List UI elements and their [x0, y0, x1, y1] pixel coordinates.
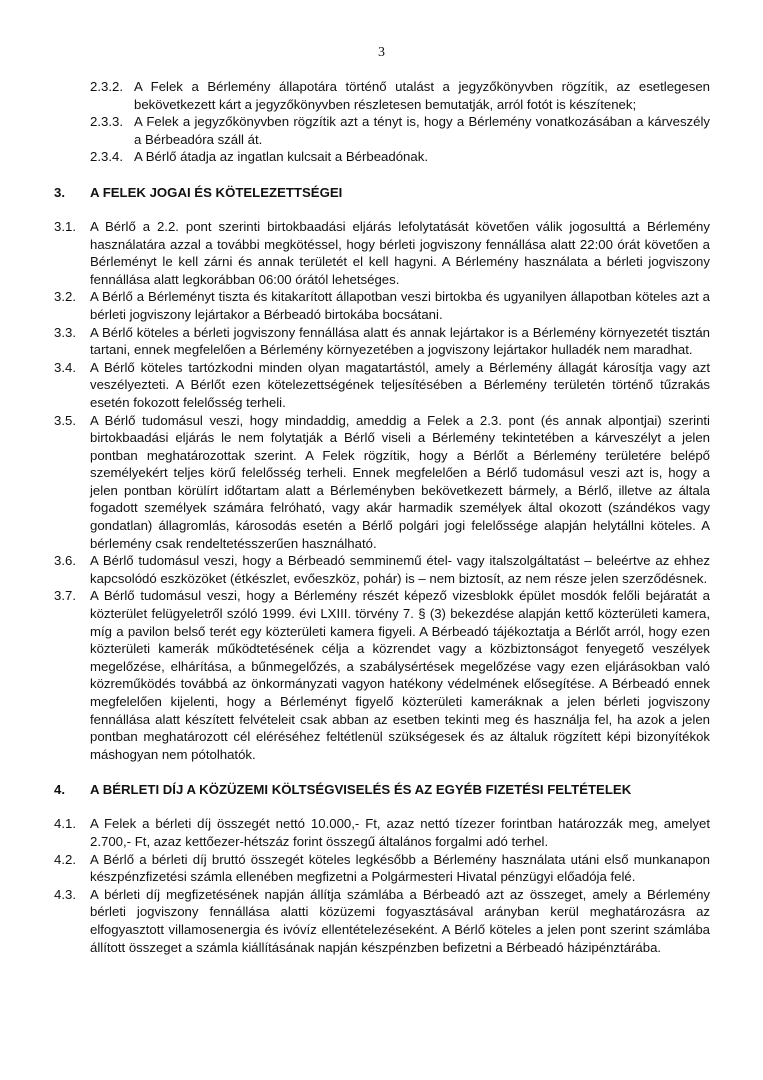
- clause-text: A Bérlő tudomásul veszi, hogy a Bérlemény részét képező vizesblokk épület mosdók felőli bejáratát a közterület felügyeletről szóló 1999. évi LXIII. törvény 7. § (3) bekezdése alapján kettő közterületi kamera, míg a pavilon belső terét egy közterületi kamera figyeli. A Bérbeadó tájékoztatja a Bérlőt arról, hogy ezen közterületi kamerák működtetésének célja a közrendet vagy a közbiztonságot fenyegető veszélyek megelőzése, elhárítása, a bűnmegelőzés, a szabálysértések megelőzése vagy ezen eljárásokban való közreműködés továbbá az önkormányzati vagyon hatékony védelmének elősegítése. A Bérbeadó ennek megfelelően kijelenti, hogy a Bérleményt figyelő közterületi kameráknak a jelen bérleti jogviszony fennállása alatt készített felvételeit csak abban az esetben tekinti meg és használja fel, ha azok a jelen pontban meghatározott cél eléréséhez feltétlenül szükségesek és az általuk rögzített képi bizonyítékok máshogyan nem pótolhatók.: [90, 588, 710, 762]
- clause-3-4: [54, 359, 710, 412]
- clause-text: A Bérlő tudomásul veszi, hogy mindaddig, ameddig a Felek a 2.3. pont (és annak alpontjai) szerinti birtokbaadási eljárás le nem folytatják a Bérlő viseli a Bérlemény tekintetében a kárveszélyt a jelen pontban meghatározottak szerint. A Felek rögzítik, hogy a Bérlőt a Bérlemény területére belépő személyekért teljes körű felelősség terheli. Ennek megfelelően a Bérlő tudomásul veszi azt is, hogy a jelen pontban körülírt időtartam alatt a Bérleményben bekövetkezett bármely, a Bérlő, illetve az általa fogadott személyek számára felróható, vagy akár harmadik személyek által okozott (szándékos vagy gondatlan) állagromlás, károsodás esetén a Bérlő polgári jogi felelőssége alapján helytállni köteles. A bérlemény csak rendeltetésszerűen használható.: [90, 412, 710, 551]
- clause-number: 3.7.: [54, 588, 76, 604]
- clause-2-3-4: [54, 148, 710, 166]
- clause-3-2: [54, 288, 710, 323]
- clause-text: A Felek a Bérlemény állapotára történő utalást a jegyzőkönyvben rögzítik, az esetlegesen bekövetkezett kárt a jegyzőkönyvben részletesen bemutatják, arról fotót is készítenek;: [134, 79, 710, 112]
- clause-number: 3.2.: [54, 289, 76, 305]
- clause-text: A Felek a bérleti díj összegét nettó 10.000,- Ft, azaz nettó tízezer forintban határozzák meg, amelyet 2.700,- Ft, azaz kettőezer-hétszáz forint összegű általános forgalmi adó terhel.: [90, 816, 710, 849]
- clause-3-6: [54, 552, 710, 587]
- clause-2-3-2: [54, 78, 710, 113]
- section-title: A BÉRLETI DÍJ A KÖZÜZEMI KÖLTSÉGVISELÉS ÉS AZ EGYÉB FIZETÉSI FELTÉTELEK: [90, 782, 632, 798]
- clause-4-3: [54, 886, 710, 956]
- clause-number: 3.4.: [54, 359, 76, 375]
- section-number: 3.: [54, 184, 65, 200]
- clause-text: A Bérlő a 2.2. pont szerinti birtokbaadási eljárás lefolytatását követően válik jogosulttá a Bérlemény használatára azzal a további megkötéssel, hogy bérleti jogviszony fennállása alatt 22:00 órát követően a Bérleményt le kell zárni és annak területét el kell hagyni. A Bérlemény használata a bérleti jogviszony fennállása alatt legkorábban 06:00 órától lehetséges.: [90, 218, 710, 287]
- clause-number: 3.1.: [54, 218, 76, 234]
- page-number: 3: [378, 45, 385, 60]
- clause-number: 3.3.: [54, 324, 76, 340]
- clause-number: 2.3.4.: [90, 149, 123, 165]
- clause-text: A Bérlő a Bérleményt tiszta és kitakarított állapotban veszi birtokba és ugyanilyen állapotban köteles azt a bérleti jogviszony lejártakor a Bérbeadó birtokába bocsátani.: [90, 289, 710, 322]
- clause-3-7: [54, 587, 710, 763]
- clause-number: 2.3.3.: [90, 114, 123, 130]
- section-number: 4.: [54, 782, 65, 798]
- clause-number: 3.6.: [54, 553, 76, 569]
- section-4-heading: [54, 781, 710, 799]
- clause-number: 4.1.: [54, 816, 76, 832]
- clause-text: A Bérlő átadja az ingatlan kulcsait a Bérbeadónak.: [134, 149, 428, 165]
- clause-text: A Bérlő a bérleti díj bruttó összegét köteles legkésőbb a Bérlemény használata utáni első munkanapon készpénzfizetési számla ellenében megfizetni a Polgármesteri Hivatal pénzügyi előadója felé.: [90, 851, 710, 885]
- clause-3-3: [54, 324, 710, 359]
- clause-3-5: [54, 412, 710, 553]
- clause-2-3-3: [54, 113, 710, 148]
- document-body: [54, 78, 710, 956]
- clause-number: 3.5.: [54, 412, 76, 428]
- section-title: A FELEK JOGAI ÉS KÖTELEZETTSÉGEI: [90, 184, 343, 200]
- clause-text: A Bérlő tudomásul veszi, hogy a Bérbeadó semminemű étel- vagy italszolgáltatást – beleértve az ehhez kapcsolódó eszközöket (étkészlet, evőeszköz, pohár) is – nem biztosít, az nem része jelen szerződésnek.: [90, 553, 710, 586]
- clause-text: A bérleti díj megfizetésének napján állítja számlába a Bérbeadó azt az összeget, amely a Bérlemény bérleti jogviszony fennállása alatti közüzemi fogyasztásával arányban kerül meghatározásra az elfogyasztott villamosenergia és ivóvíz ellentételezéseként. A Bérlő köteles a jelen pont szerint számlába állított összeget a számla kiállításának napján készpénzben befizetni a Bérbeadó házipénztárába.: [90, 886, 710, 955]
- clause-number: 4.2.: [54, 851, 76, 867]
- clause-text: A Bérlő köteles a bérleti jogviszony fennállása alatt és annak lejártakor is a Bérlemény környezetét tisztán tartani, ennek megfelelően a Bérlemény környezetében a jogviszony lejártakor hulladék nem maradhat.: [90, 324, 710, 358]
- clause-4-2: [54, 851, 710, 886]
- clause-number: 4.3.: [54, 886, 76, 902]
- clause-text: A Bérlő köteles tartózkodni minden olyan magatartástól, amely a Bérlemény állagát károsítja vagy azt veszélyezteti. A Bérlőt ezen kötelezettségének teljesítésében a Bérlemény területén történő tűzrakás esetén fokozott felelősség terheli.: [90, 359, 710, 410]
- clause-3-1: [54, 218, 710, 288]
- clause-text: A Felek a jegyzőkönyvben rögzítik azt a tényt is, hogy a Bérlemény vonatkozásában a kárveszély a Bérbeadóra száll át.: [134, 114, 710, 147]
- section-3-heading: [54, 184, 710, 202]
- clause-4-1: [54, 815, 710, 850]
- clause-number: 2.3.2.: [90, 79, 123, 94]
